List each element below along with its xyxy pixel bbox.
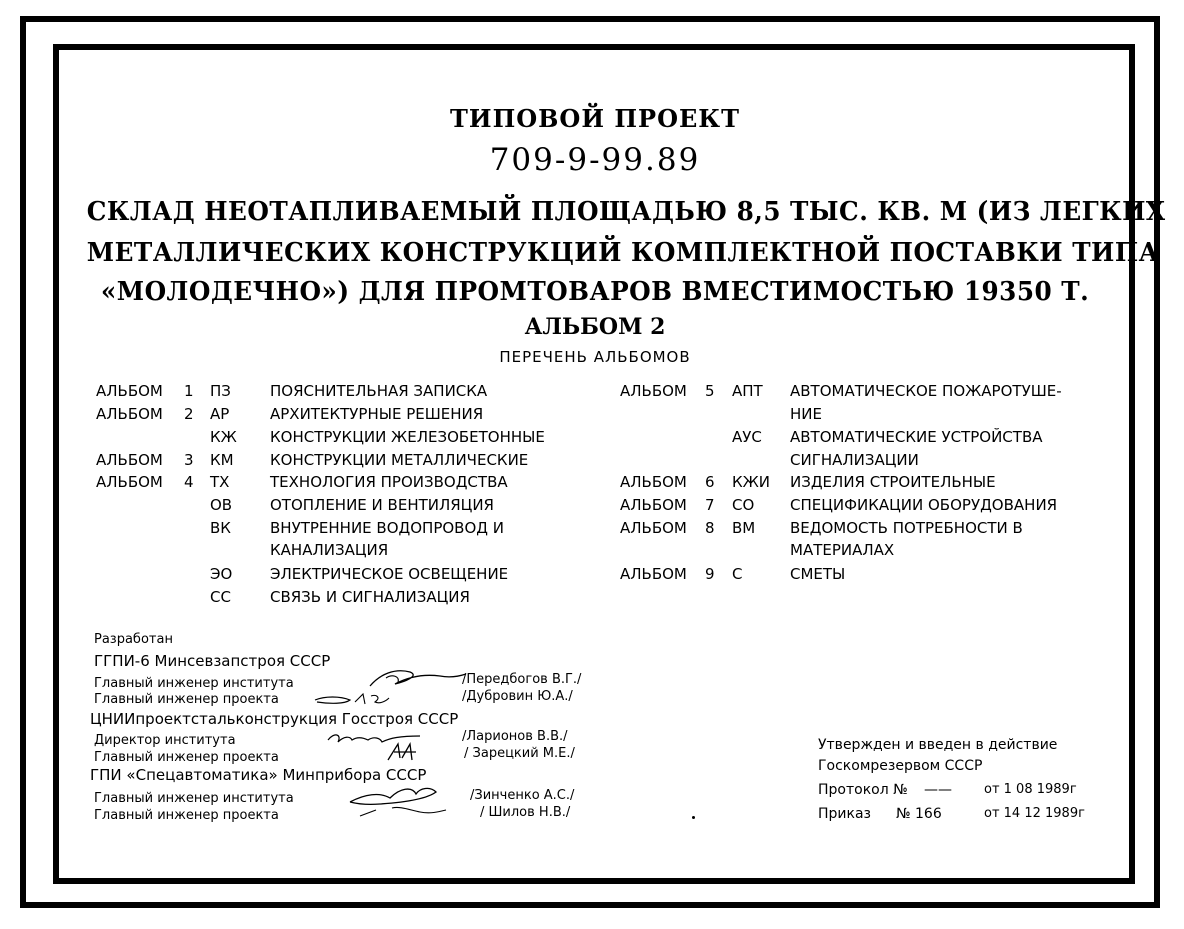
section-code: ТХ <box>210 473 230 491</box>
album-number: 9 <box>705 565 715 583</box>
person-name: /Дубровин Ю.А./ <box>462 689 573 704</box>
album-title: АЛЬБОМ 2 <box>524 314 666 340</box>
order-number: № 166 <box>896 806 942 822</box>
person-name: /Ларионов В.В./ <box>462 729 568 744</box>
section-title: КОНСТРУКЦИИ МЕТАЛЛИЧЕСКИЕ <box>270 451 529 469</box>
approval-line-2: Госкомрезервом СССР <box>818 758 983 774</box>
section-title: СМЕТЫ <box>790 565 846 583</box>
protocol-date: от 1 08 1989г <box>984 782 1077 797</box>
order-date: от 14 12 1989г <box>984 806 1085 821</box>
section-title: КОНСТРУКЦИИ ЖЕЛЕЗОБЕТОННЫЕ <box>270 428 545 446</box>
section-code: ПЗ <box>210 382 231 400</box>
person-name: / Шилов Н.В./ <box>480 805 571 820</box>
album-label: АЛЬБОМ <box>96 451 163 469</box>
section-code: СС <box>210 588 231 606</box>
org-name: ЦНИИпроектстальконструкция Госстроя СССР <box>90 710 459 728</box>
section-code: ВМ <box>732 519 756 537</box>
section-code: КМ <box>210 451 234 469</box>
person-name: /Передбогов В.Г./ <box>462 672 582 687</box>
album-label: АЛЬБОМ <box>620 519 687 537</box>
section-title: ЭЛЕКТРИЧЕСКОЕ ОСВЕЩЕНИЕ <box>270 565 509 583</box>
album-number: 1 <box>184 382 194 400</box>
album-label: АЛЬБОМ <box>620 496 687 514</box>
section-code: С <box>732 565 743 583</box>
section-title: СПЕЦИФИКАЦИИ ОБОРУДОВАНИЯ <box>790 496 1058 514</box>
section-code: АУС <box>732 428 762 446</box>
album-label: АЛЬБОМ <box>620 382 687 400</box>
role-label: Главный инженер проекта <box>94 808 279 823</box>
role-label: Главный инженер проекта <box>94 750 279 765</box>
album-number: 5 <box>705 382 715 400</box>
project-number: 709-9-99.89 <box>489 142 701 178</box>
album-label: АЛЬБОМ <box>96 405 163 423</box>
section-title: АРХИТЕКТУРНЫЕ РЕШЕНИЯ <box>270 405 484 423</box>
section-title: АВТОМАТИЧЕСКОЕ ПОЖАРОТУШЕ- <box>790 382 1062 400</box>
section-title: ИЗДЕЛИЯ СТРОИТЕЛЬНЫЕ <box>790 473 996 491</box>
album-label: АЛЬБОМ <box>96 382 163 400</box>
section-title: ПОЯСНИТЕЛЬНАЯ ЗАПИСКА <box>270 382 488 400</box>
approval-line-1: Утвержден и введен в действие <box>818 737 1058 753</box>
role-label: Главный инженер института <box>94 791 294 806</box>
org-name: ГГПИ-6 Минсевзапстроя СССР <box>94 652 331 670</box>
album-number: 3 <box>184 451 194 469</box>
org-name: ГПИ «Спецавтоматика» Минприбора СССР <box>90 766 427 784</box>
protocol-number: —— <box>924 782 952 798</box>
order-label: Приказ <box>818 806 871 822</box>
signature-zaretsky <box>380 740 430 764</box>
role-label: Главный инженер проекта <box>94 692 279 707</box>
signature-zinchenko <box>320 780 470 826</box>
album-number: 7 <box>705 496 715 514</box>
section-code: ЭО <box>210 565 233 583</box>
section-title: МАТЕРИАЛАХ <box>790 541 895 559</box>
section-code: КЖ <box>210 428 237 446</box>
section-title: ОТОПЛЕНИЕ И ВЕНТИЛЯЦИЯ <box>270 496 494 514</box>
album-label: АЛЬБОМ <box>620 565 687 583</box>
stray-dot <box>692 816 695 819</box>
section-title: ВНУТРЕННИЕ ВОДОПРОВОД И <box>270 519 504 537</box>
section-code: АР <box>210 405 230 423</box>
section-title: КАНАЛИЗАЦИЯ <box>270 541 389 559</box>
album-label: АЛЬБОМ <box>620 473 687 491</box>
role-label: Главный инженер института <box>94 676 294 691</box>
album-list-title: ПЕРЕЧЕНЬ АЛЬБОМОВ <box>499 348 691 366</box>
section-code: ВК <box>210 519 231 537</box>
section-code: АПТ <box>732 382 763 400</box>
section-code: КЖИ <box>732 473 771 491</box>
section-title: ВЕДОМОСТЬ ПОТРЕБНОСТИ В <box>790 519 1023 537</box>
album-number: 2 <box>184 405 194 423</box>
developers-heading: Разработан <box>94 632 173 647</box>
person-name: /Зинченко А.С./ <box>470 788 575 803</box>
section-code: ОВ <box>210 496 233 514</box>
section-title: АВТОМАТИЧЕСКИЕ УСТРОЙСТВА <box>790 428 1043 446</box>
protocol-label: Протокол № <box>818 782 908 798</box>
section-title: СИГНАЛИЗАЦИИ <box>790 451 919 469</box>
section-title: ТЕХНОЛОГИЯ ПРОИЗВОДСТВА <box>270 473 508 491</box>
project-type: ТИПОВОЙ ПРОЕКТ <box>450 104 740 133</box>
signature-dubrovin <box>305 688 435 710</box>
person-name: / Зарецкий М.Е./ <box>464 746 575 761</box>
project-title-line-3: «МОЛОДЕЧНО») ДЛЯ ПРОМТОВАРОВ ВМЕСТИМОСТЬЮ 19350 Т. <box>100 277 1090 307</box>
project-title-line-1: СКЛАД НЕОТАПЛИВАЕМЫЙ ПЛОЩАДЬЮ 8,5 ТЫС. КВ. М (ИЗ ЛЕГКИХ <box>86 197 1166 227</box>
section-title: НИЕ <box>790 405 822 423</box>
section-title: СВЯЗЬ И СИГНАЛИЗАЦИЯ <box>270 588 470 606</box>
project-title-line-2: МЕТАЛЛИЧЕСКИХ КОНСТРУКЦИЙ КОМПЛЕКТНОЙ ПОСТАВКИ ТИПА <box>86 238 1160 268</box>
section-code: СО <box>732 496 755 514</box>
album-label: АЛЬБОМ <box>96 473 163 491</box>
album-number: 6 <box>705 473 715 491</box>
album-number: 8 <box>705 519 715 537</box>
album-number: 4 <box>184 473 194 491</box>
role-label: Директор института <box>94 733 236 748</box>
